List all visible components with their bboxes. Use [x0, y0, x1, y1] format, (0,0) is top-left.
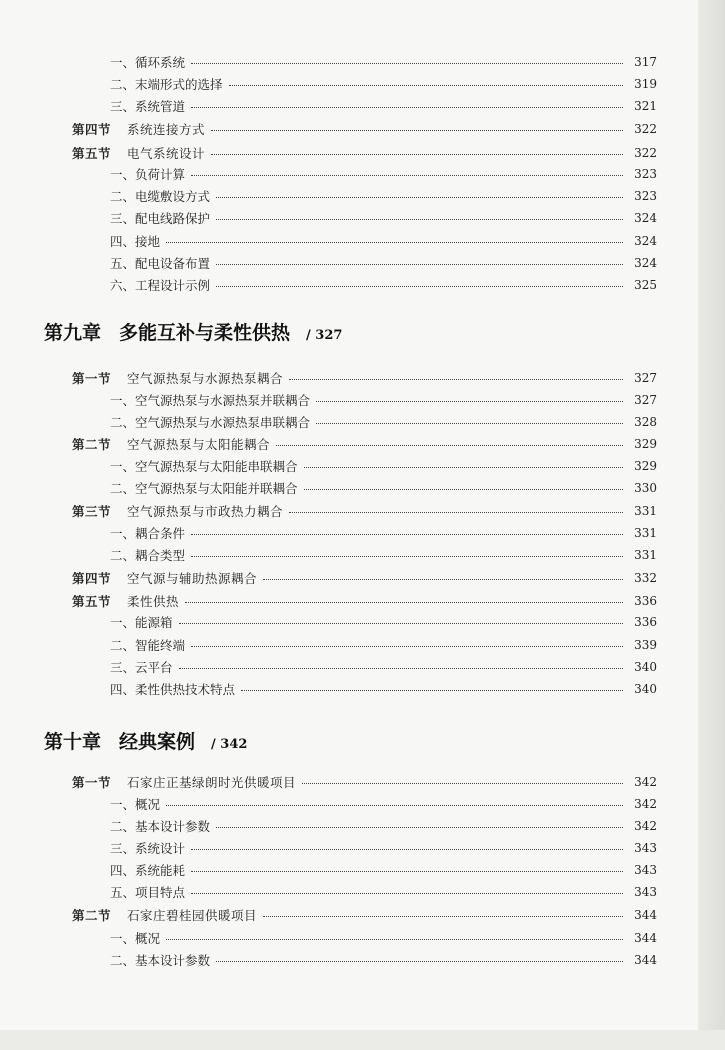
dot-leader — [216, 827, 623, 828]
toc-entry-label: 四、接地 — [110, 234, 161, 249]
toc-entry-label: 三、配电线路保护 — [110, 211, 211, 226]
toc-page-number: 325 — [634, 278, 657, 292]
chapter-heading-10 — [44, 727, 247, 754]
toc-entry-label: 一、概况 — [110, 797, 161, 812]
toc-entry-label — [72, 569, 263, 587]
toc-page-number: 336 — [634, 594, 657, 608]
toc-entry-label: 三、系统设计 — [110, 841, 186, 856]
toc-item-entry — [110, 390, 657, 410]
dot-leader — [191, 107, 623, 108]
toc-page-number: 323 — [634, 189, 657, 203]
dot-leader — [185, 602, 623, 603]
dot-leader — [166, 805, 623, 806]
dot-leader — [179, 668, 623, 669]
dot-leader — [302, 783, 623, 784]
toc-item-entry — [110, 231, 657, 251]
toc-page-number: 331 — [634, 526, 657, 540]
toc-entry-label: 三、云平台 — [110, 660, 173, 675]
dot-leader — [216, 286, 623, 287]
toc-item-entry — [110, 74, 657, 94]
toc-item-entry — [110, 412, 657, 432]
toc-page-number: 343 — [634, 863, 657, 877]
toc-item-entry — [110, 794, 657, 814]
toc-item-entry — [110, 186, 657, 206]
dot-leader — [211, 154, 623, 155]
chapter-title: 多能互补与柔性供热 — [119, 322, 291, 344]
section-title: 空气源热泵与水源热泵耦合 — [127, 371, 284, 386]
toc-item-entry — [110, 52, 657, 72]
toc-page-number: 319 — [634, 77, 657, 91]
section-title: 石家庄碧桂园供暖项目 — [127, 908, 258, 923]
toc-page-number: 342 — [634, 775, 657, 789]
toc-item-entry — [110, 96, 657, 116]
toc-entry-label: 一、空气源热泵与水源热泵并联耦合 — [110, 393, 311, 408]
toc-page-number: 323 — [634, 167, 657, 181]
toc-item-entry — [110, 679, 657, 699]
dot-leader — [304, 467, 623, 468]
dot-leader — [216, 197, 623, 198]
toc-item-entry — [110, 208, 657, 228]
toc-section-entry — [72, 119, 657, 139]
toc-page-number: 329 — [634, 437, 657, 451]
toc-page-number: 324 — [634, 256, 657, 270]
toc-page-number: 324 — [634, 211, 657, 225]
toc-item-entry — [110, 523, 657, 543]
dot-leader — [241, 690, 623, 691]
toc-page-number: 342 — [634, 819, 657, 833]
dot-leader — [191, 175, 623, 176]
page-edge — [698, 0, 725, 1050]
section-number: 第一节 — [72, 371, 112, 386]
toc-entry-label — [72, 120, 211, 138]
section-number: 第四节 — [72, 122, 112, 137]
page-bottom-margin — [0, 1030, 725, 1050]
toc-section-entry — [72, 368, 657, 388]
toc-section-entry — [72, 568, 657, 588]
toc-page-number: 327 — [634, 371, 657, 385]
dot-leader — [179, 623, 623, 624]
section-title: 空气源热泵与市政热力耦合 — [127, 504, 284, 519]
dot-leader — [229, 85, 623, 86]
dot-leader — [166, 939, 623, 940]
chapter-number: 第九章 — [44, 322, 102, 344]
dot-leader — [191, 871, 623, 872]
toc-item-entry — [110, 545, 657, 565]
section-title: 空气源与辅助热源耦合 — [127, 571, 258, 586]
dot-leader — [316, 423, 623, 424]
toc-item-entry — [110, 275, 657, 295]
chapter-number: 第十章 — [44, 731, 102, 753]
dot-leader — [191, 63, 623, 64]
toc-page-number: 327 — [634, 393, 657, 407]
toc-item-entry — [110, 657, 657, 677]
toc-entry-label: 四、系统能耗 — [110, 863, 186, 878]
toc-entry-label: 五、配电设备布置 — [110, 256, 211, 271]
toc-item-entry — [110, 928, 657, 948]
toc-page-number: 330 — [634, 481, 657, 495]
dot-leader — [166, 242, 623, 243]
toc-entry-label: 六、工程设计示例 — [110, 278, 211, 293]
dot-leader — [191, 646, 623, 647]
toc-page-number: 329 — [634, 459, 657, 473]
toc-entry-label: 三、系统管道 — [110, 99, 186, 114]
section-title: 电气系统设计 — [127, 146, 206, 161]
chapter-title: 经典案例 — [119, 731, 196, 753]
toc-page-number: 328 — [634, 415, 657, 429]
section-number: 第五节 — [72, 594, 112, 609]
dot-leader — [216, 219, 623, 220]
toc-page-number: 322 — [634, 146, 657, 160]
toc-entry-label: 一、概况 — [110, 931, 161, 946]
chapter-page: / 342 — [211, 737, 248, 752]
dot-leader — [289, 379, 623, 380]
toc-entry-label: 四、柔性供热技术特点 — [110, 682, 236, 697]
toc-item-entry — [110, 882, 657, 902]
toc-section-entry — [72, 591, 657, 611]
toc-page-number: 324 — [634, 234, 657, 248]
toc-section-entry — [72, 434, 657, 454]
toc-page-number: 344 — [634, 953, 657, 967]
section-number: 第三节 — [72, 504, 112, 519]
dot-leader — [191, 893, 623, 894]
toc-page-number: 321 — [634, 99, 657, 113]
section-title: 石家庄正基绿朗时光供暖项目 — [127, 775, 297, 790]
dot-leader — [316, 401, 623, 402]
section-number: 第一节 — [72, 775, 112, 790]
toc-item-entry — [110, 612, 657, 632]
toc-entry-label — [72, 773, 302, 791]
section-number: 第五节 — [72, 146, 112, 161]
toc-entry-label: 二、末端形式的选择 — [110, 77, 223, 92]
toc-entry-label: 二、基本设计参数 — [110, 819, 211, 834]
dot-leader — [263, 916, 623, 917]
toc-item-entry — [110, 838, 657, 858]
dot-leader — [216, 961, 623, 962]
toc-entry-label: 一、循环系统 — [110, 55, 186, 70]
toc-entry-label: 二、空气源热泵与水源热泵串联耦合 — [110, 415, 311, 430]
toc-page-number: 336 — [634, 615, 657, 629]
chapter-page: / 327 — [306, 328, 343, 343]
toc-entry-label — [72, 906, 263, 924]
toc-entry-label: 二、耦合类型 — [110, 548, 186, 563]
toc-page-number: 343 — [634, 885, 657, 899]
toc-entry-label: 一、能源箱 — [110, 615, 173, 630]
toc-item-entry — [110, 860, 657, 880]
section-number: 第二节 — [72, 437, 112, 452]
toc-item-entry — [110, 456, 657, 476]
dot-leader — [304, 489, 623, 490]
toc-item-entry — [110, 253, 657, 273]
toc-page-number: 343 — [634, 841, 657, 855]
dot-leader — [289, 512, 623, 513]
toc-page-number: 322 — [634, 122, 657, 136]
toc-entry-label: 一、负荷计算 — [110, 167, 186, 182]
toc-item-entry — [110, 164, 657, 184]
toc-entry-label: 一、空气源热泵与太阳能串联耦合 — [110, 459, 298, 474]
section-number: 第四节 — [72, 571, 112, 586]
toc-item-entry — [110, 816, 657, 836]
toc-page-number: 340 — [634, 682, 657, 696]
toc-entry-label — [72, 369, 289, 387]
toc-entry-label — [72, 502, 289, 520]
toc-section-entry — [72, 772, 657, 792]
toc-entry-label: 二、基本设计参数 — [110, 953, 211, 968]
toc-entry-label: 一、耦合条件 — [110, 526, 186, 541]
toc-page-number: 339 — [634, 638, 657, 652]
dot-leader — [191, 534, 623, 535]
toc-page-number: 317 — [634, 55, 657, 69]
dot-leader — [263, 579, 623, 580]
dot-leader — [191, 556, 623, 557]
toc-section-entry — [72, 501, 657, 521]
toc-entry-label: 五、项目特点 — [110, 885, 186, 900]
dot-leader — [216, 264, 623, 265]
toc-page-number: 344 — [634, 908, 657, 922]
toc-page-number: 342 — [634, 797, 657, 811]
toc-entry-label: 二、电缆敷设方式 — [110, 189, 211, 204]
toc-entry-label: 二、空气源热泵与太阳能并联耦合 — [110, 481, 298, 496]
toc-page-number: 332 — [634, 571, 657, 585]
toc-page-number: 340 — [634, 660, 657, 674]
section-title: 柔性供热 — [127, 594, 180, 609]
section-title: 空气源热泵与太阳能耦合 — [127, 437, 271, 452]
dot-leader — [276, 445, 623, 446]
chapter-heading-9 — [44, 318, 342, 345]
toc-item-entry — [110, 478, 657, 498]
toc-item-entry — [110, 635, 657, 655]
toc-entry-label — [72, 144, 211, 162]
dot-leader — [211, 130, 623, 131]
toc-section-entry — [72, 905, 657, 925]
dot-leader — [191, 849, 623, 850]
toc-page-number: 331 — [634, 504, 657, 518]
toc-entry-label: 二、智能终端 — [110, 638, 186, 653]
toc-entry-label — [72, 435, 276, 453]
section-number: 第二节 — [72, 908, 112, 923]
toc-item-entry — [110, 950, 657, 970]
section-title: 系统连接方式 — [127, 122, 206, 137]
toc-entry-label — [72, 592, 185, 610]
toc-page-number: 331 — [634, 548, 657, 562]
toc-page-number: 344 — [634, 931, 657, 945]
toc-section-entry — [72, 143, 657, 163]
